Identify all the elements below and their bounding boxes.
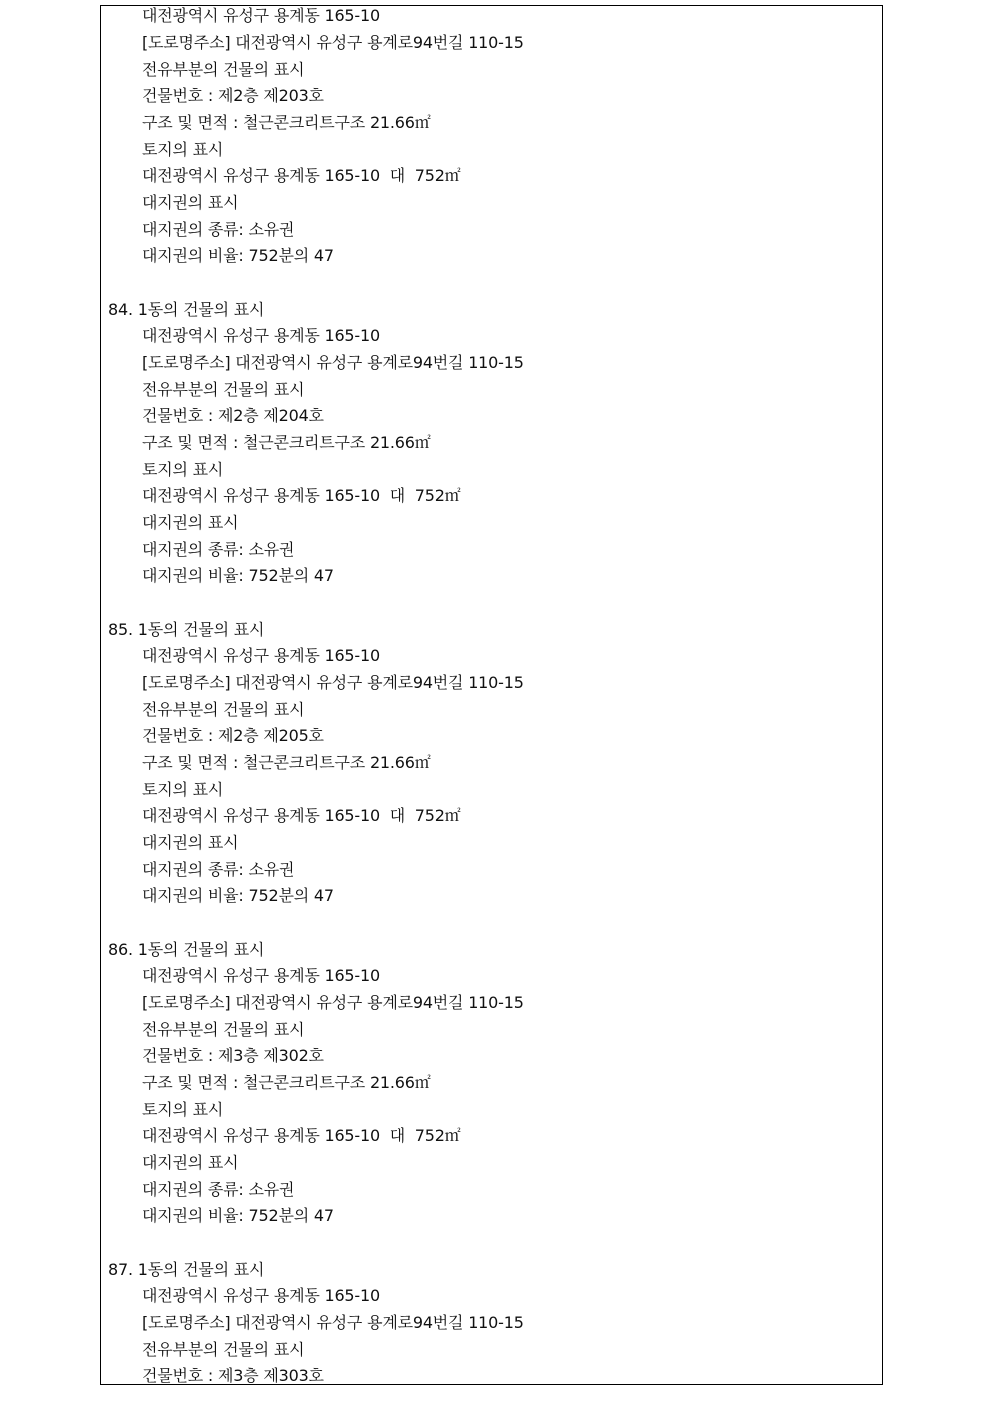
entry-line: 대전광역시 유성구 용계동 165-10 대 752㎡ <box>142 806 461 825</box>
leading-line: [도로명주소] 대전광역시 유성구 용계로94번길 110-15 <box>142 33 524 52</box>
entry-line: 전유부분의 건물의 표시 <box>142 1340 305 1359</box>
entry-line: 대지권의 종류: 소유권 <box>142 860 295 879</box>
entry-line: 구조 및 면적 : 철근콘크리트구조 21.66㎡ <box>142 753 431 772</box>
entry-line: 대지권의 비율: 752분의 47 <box>142 886 334 905</box>
entry-line: 건물번호 : 제2층 제205호 <box>142 726 324 745</box>
leading-line: 전유부분의 건물의 표시 <box>142 60 305 79</box>
entry-line: 대지권의 비율: 752분의 47 <box>142 566 334 585</box>
entry-line: 대전광역시 유성구 용계동 165-10 대 752㎡ <box>142 1126 461 1145</box>
entry-line: 전유부분의 건물의 표시 <box>142 380 305 399</box>
entry-line: 토지의 표시 <box>142 780 224 799</box>
entry-line: 건물번호 : 제3층 제303호 <box>142 1366 324 1385</box>
entry-line: 구조 및 면적 : 철근콘크리트구조 21.66㎡ <box>142 1073 431 1092</box>
leading-line: 토지의 표시 <box>142 140 224 159</box>
leading-line: 건물번호 : 제2층 제203호 <box>142 86 324 105</box>
entry-line: 건물번호 : 제2층 제204호 <box>142 406 324 425</box>
entry-line: 대지권의 비율: 752분의 47 <box>142 1206 334 1225</box>
leading-line: 대전광역시 유성구 용계동 165-10 대 752㎡ <box>142 166 461 185</box>
entry-line: 대지권의 표시 <box>142 833 239 852</box>
entry-line: [도로명주소] 대전광역시 유성구 용계로94번길 110-15 <box>142 1313 524 1332</box>
entry-line: 대지권의 종류: 소유권 <box>142 540 295 559</box>
leading-line: 대전광역시 유성구 용계동 165-10 <box>142 6 380 25</box>
entry-heading: 84. 1동의 건물의 표시 <box>108 300 265 319</box>
entry-line: 대지권의 표시 <box>142 1153 239 1172</box>
entry-heading: 85. 1동의 건물의 표시 <box>108 620 265 639</box>
entry-line: 대지권의 종류: 소유권 <box>142 1180 295 1199</box>
entry-heading: 86. 1동의 건물의 표시 <box>108 940 265 959</box>
entry-line: [도로명주소] 대전광역시 유성구 용계로94번길 110-15 <box>142 993 524 1012</box>
entry-line: 대전광역시 유성구 용계동 165-10 <box>142 966 380 985</box>
entry-line: [도로명주소] 대전광역시 유성구 용계로94번길 110-15 <box>142 673 524 692</box>
entry-line: 토지의 표시 <box>142 460 224 479</box>
entry-line: 대전광역시 유성구 용계동 165-10 <box>142 1286 380 1305</box>
entry-line: 대전광역시 유성구 용계동 165-10 <box>142 646 380 665</box>
entry-line: 전유부분의 건물의 표시 <box>142 1020 305 1039</box>
entry-line: 대지권의 표시 <box>142 513 239 532</box>
entry-heading: 87. 1동의 건물의 표시 <box>108 1260 265 1279</box>
entry-line: 구조 및 면적 : 철근콘크리트구조 21.66㎡ <box>142 433 431 452</box>
leading-line: 대지권의 표시 <box>142 193 239 212</box>
leading-line: 대지권의 종류: 소유권 <box>142 220 295 239</box>
entry-line: 건물번호 : 제3층 제302호 <box>142 1046 324 1065</box>
entry-line: 대전광역시 유성구 용계동 165-10 대 752㎡ <box>142 486 461 505</box>
entry-line: 전유부분의 건물의 표시 <box>142 700 305 719</box>
leading-line: 구조 및 면적 : 철근콘크리트구조 21.66㎡ <box>142 113 431 132</box>
leading-line: 대지권의 비율: 752분의 47 <box>142 246 334 265</box>
document-frame <box>100 5 883 1385</box>
entry-line: [도로명주소] 대전광역시 유성구 용계로94번길 110-15 <box>142 353 524 372</box>
entry-line: 토지의 표시 <box>142 1100 224 1119</box>
entry-line: 대전광역시 유성구 용계동 165-10 <box>142 326 380 345</box>
